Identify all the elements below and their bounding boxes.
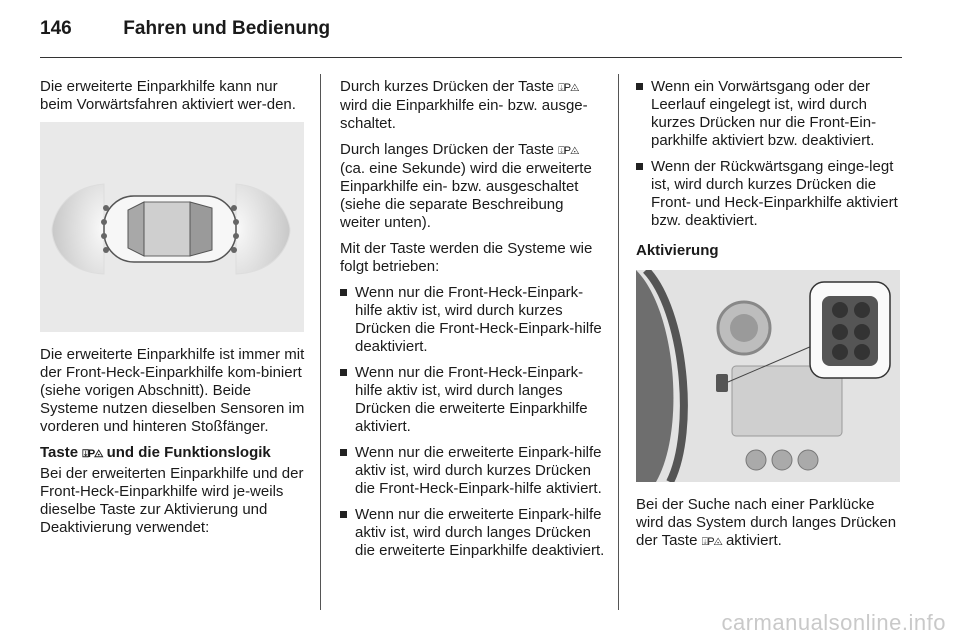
long-press-prefix: Durch langes Drücken der Taste bbox=[340, 141, 554, 158]
short-press-prefix: Durch kurzes Drücken der Taste bbox=[340, 78, 554, 95]
column-1 bbox=[40, 78, 306, 537]
intro-text: Die erweiterte Einparkhilfe kann nur beim Vorwärtsfahren aktiviert wer-den. bbox=[40, 78, 296, 113]
activation-text bbox=[636, 496, 902, 551]
activation-prefix: Bei der Suche nach einer Parklücke wird das System durch langes Drücken der Taste bbox=[636, 496, 897, 549]
section-heading-button-logic bbox=[40, 444, 306, 463]
dashboard-illustration bbox=[636, 270, 900, 482]
heading-prefix: Taste bbox=[40, 444, 79, 461]
list-item bbox=[636, 158, 902, 230]
column-2 bbox=[340, 78, 605, 568]
long-press-text bbox=[340, 141, 605, 232]
bullet-square-icon bbox=[340, 511, 347, 518]
bullet-square-icon bbox=[636, 83, 643, 90]
list-item-text: Wenn nur die erweiterte Einpark-hilfe aktiv ist, wird durch langes Drücken die erweiterte Einparkhilfe deaktiviert. bbox=[355, 506, 605, 559]
header-rule bbox=[40, 57, 902, 58]
list-item bbox=[340, 284, 605, 356]
parking-assist-icon: ⍗P◬ bbox=[558, 145, 579, 157]
column-3 bbox=[636, 78, 902, 551]
list-item-text: Wenn nur die Front-Heck-Einpark-hilfe aktiv ist, wird durch kurzes Drücken die Front-Heck-Einpark-hilfe deaktiviert. bbox=[355, 284, 602, 355]
list-item-text: Wenn nur die Front-Heck-Einpark-hilfe aktiv ist, wird durch langes Drücken die erweiterte Einparkhilfe aktiviert. bbox=[355, 364, 588, 435]
list-item bbox=[340, 506, 605, 560]
list-item-text: Wenn ein Vorwärtsgang oder der Leerlauf eingelegt ist, wird durch kurzes Drücken nur die Front-Ein-parkhilfe aktiviert bzw. deaktiviert. bbox=[651, 78, 877, 149]
page-number: 146 bbox=[40, 18, 72, 39]
list-item bbox=[340, 444, 605, 498]
list-item bbox=[636, 78, 902, 150]
bullet-square-icon bbox=[340, 289, 347, 296]
section-heading-activation: Aktivierung bbox=[636, 242, 719, 259]
combination-text: Die erweiterte Einparkhilfe ist immer mit der Front-Heck-Einparkhilfe kom-biniert (siehe vorigen Abschnitt). Beide Systeme nutzen dieselben Sensoren im vorderen und hinteren Stoßfänger. bbox=[40, 346, 305, 435]
bullet-square-icon bbox=[340, 449, 347, 456]
parking-assist-icon: ⍗P◬ bbox=[82, 448, 103, 460]
bullet-square-icon bbox=[636, 163, 643, 170]
page-header bbox=[40, 18, 330, 40]
watermark: carmanualsonline.info bbox=[721, 610, 946, 635]
list-item-text: Wenn nur die erweiterte Einpark-hilfe aktiv ist, wird durch kurzes Drücken die Front-Heck-Einpark-hilfe aktiviert. bbox=[355, 444, 602, 497]
column-divider-1 bbox=[320, 74, 321, 610]
long-press-suffix: (ca. eine Sekunde) wird die erweiterte Einparkhilfe ein- bzw. ausgeschaltet (siehe die separate Beschreibung weiter unten). bbox=[340, 160, 592, 231]
parking-assist-icon: ⍗P◬ bbox=[558, 82, 579, 94]
dashboard-button-icon bbox=[636, 270, 900, 482]
list-item bbox=[340, 364, 605, 436]
bullet-square-icon bbox=[340, 369, 347, 376]
button-usage-text: Bei der erweiterten Einparkhilfe und der Front-Heck-Einparkhilfe wird je-weils dieselbe Taste zur Aktivierung und Deaktivierung verwendet: bbox=[40, 465, 304, 536]
parking-assist-icon: ⍗P◬ bbox=[701, 536, 722, 548]
column-divider-2 bbox=[618, 74, 619, 610]
operation-intro-text: Mit der Taste werden die Systeme wie folgt betrieben: bbox=[340, 240, 593, 275]
heading-suffix: und die Funktionslogik bbox=[106, 444, 271, 461]
car-sensor-illustration bbox=[40, 122, 304, 332]
short-press-suffix: wird die Einparkhilfe ein- bzw. ausge-schaltet. bbox=[340, 97, 588, 132]
chapter-title: Fahren und Bedienung bbox=[123, 18, 331, 39]
car-top-view-icon bbox=[40, 122, 304, 332]
list-item-text: Wenn der Rückwärtsgang einge-legt ist, wird durch kurzes Drücken die Front- und Heck-Einparkhilfe aktiviert bzw. deaktiviert. bbox=[651, 158, 898, 229]
activation-suffix: aktiviert. bbox=[725, 532, 782, 549]
short-press-text bbox=[340, 78, 605, 133]
